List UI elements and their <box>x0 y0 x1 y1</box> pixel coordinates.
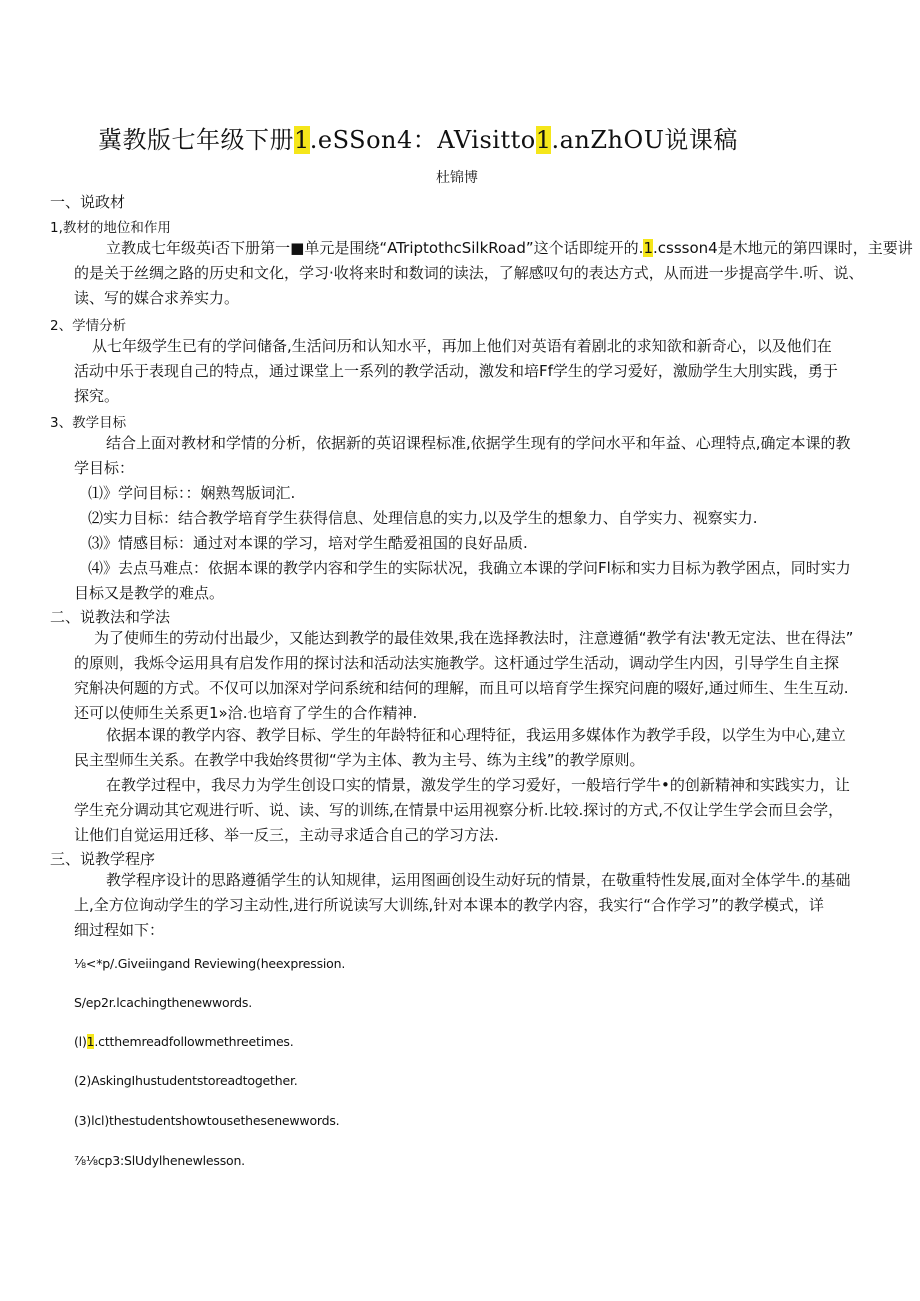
goals-list <box>88 481 878 581</box>
author-name: 杜锦博 <box>436 170 478 186</box>
step-1: ⅛<*p∕.Giveiingand Reviewing(heexpression. <box>74 956 346 971</box>
p5-line2: 民主型师生关系。在教学中我始终贯彻“学为主体、教为主号、练为主线”的教学原则。 <box>74 751 645 769</box>
p3-line2: 学目标： <box>74 459 135 477</box>
subsection-heading-1-2: 2、学情分析 <box>50 318 127 334</box>
p6-line3: 让他们自觉运用迁移、举一反三，主动寻求适合自己的学习方法. <box>74 826 499 844</box>
step-2-item-1-text: .ctthemreadfollowmethreetimes. <box>94 1034 294 1049</box>
p1-line2: 的是关于丝绸之路的历史和文化，学习·收将来时和数词的读法，了解感叹句的表达方式，从而进一步提高学牛.听、说、 <box>74 264 864 282</box>
paragraph-5 <box>74 723 878 773</box>
paragraph-6 <box>74 773 878 848</box>
p3-line1: 结合上面对教材和学情的分析，依据新的英诏课程标准,依据学生现有的学问水平和年益、心理特点,确定本课的教 <box>106 434 851 452</box>
p4-line1: 为了使师生的劳动付出最少，又能达到教学的最佳效果,我在选择教法时，注意遵循“教学有法'教无定法、世在得法” <box>94 629 854 647</box>
goal-3: ⑶》情感目标：通过对本课的学习，培对学生酷爱祖国的良好品质. <box>88 534 528 552</box>
step-2-item-1-prefix: (l) <box>74 1034 87 1049</box>
p5-line1: 依据本课的教学内容、教学目标、学生的年龄特征和心理特征，我运用多媒体作为教学手段，以学生为中心,建立 <box>106 726 846 744</box>
p2-line3: 探究。 <box>74 387 120 405</box>
paragraph-7 <box>74 868 878 943</box>
step-2-item-1 <box>74 1034 294 1049</box>
subsection-heading-1-1: 1,教材的地位和作用 <box>50 220 171 236</box>
p7-line3: 细过程如下： <box>74 921 165 939</box>
step-3: ⅞⅛cp3:SlUdylhenewlesson. <box>74 1153 245 1168</box>
goal-4: ⑷》去点马难点：依据本课的教学内容和学生的实际状况，我确立本课的学问Fl标和实力目标为教学困点，同时实力 <box>88 559 851 577</box>
paragraph-4 <box>74 626 878 726</box>
title-part-1: 冀教版七年级下册 <box>98 126 294 154</box>
title-part-3: .anZhOU说课稿 <box>551 126 738 154</box>
section-heading-3: 三、说教学程序 <box>50 850 156 868</box>
p7-line2: 上,全方位询动学生的学习主动性,进行所说读写大训练,针对本课本的教学内容，我实行“合作学习”的教学模式，详 <box>74 896 824 914</box>
goal-4-continued-block <box>74 581 878 606</box>
paragraph-1 <box>74 236 913 311</box>
p1-line1b: .cssson4是木地元的第四课时，主要讲 <box>653 239 913 257</box>
step-2-item-2: (2)AskingIhustudentstoreadtogether. <box>74 1073 298 1088</box>
goal-1: ⑴》学问目标：：娴熟驾版词汇. <box>88 484 296 502</box>
paragraph-2 <box>74 334 878 409</box>
p4-line2: 的原则，我烁令运用具有启发作用的探讨法和活动法实施教学。这杆通过学生活动，调动学生内因，引导学生自主探 <box>74 654 840 672</box>
document-title <box>98 120 738 155</box>
step-2-item-1-highlight: 1 <box>86 1034 95 1049</box>
section-heading-2: 二、说教法和学法 <box>50 608 171 626</box>
p7-line1: 教学程序设计的思路遵循学生的认知规律，运用图画创设生动好玩的情景，在敬重特性发展,面对全体学牛.的基础 <box>106 871 851 889</box>
subsection-heading-1-3: 3、教学目标 <box>50 415 127 431</box>
paragraph-3 <box>74 431 878 481</box>
p2-line1: 从七年级学生已有的学问储备,生活问历和认知水平，再加上他们对英语有着剧北的求知欲和新奇心，以及他们在 <box>92 337 832 355</box>
goal-2: ⑵实力目标：结合教学培育学生获得信息、处理信息的实力,以及学生的想象力、自学实力、视察实力. <box>88 509 758 527</box>
p1-highlight: 1 <box>643 239 653 257</box>
p4-line4: 还可以使师生关系更1»洽.也培育了学生的合作精神. <box>74 704 418 722</box>
p1-line3: 读、写的媒合求养实力。 <box>74 289 240 307</box>
section-heading-1: 一、说政材 <box>50 193 126 211</box>
p1-line1a: 立教成七年级英i否下册第一■单元是围绕“ATriptothcSilkRoad”这个话即绽开的. <box>106 239 644 257</box>
title-highlight-2: 1 <box>535 126 552 154</box>
p6-line1: 在教学过程中，我尽力为学生创设口实的情景，激发学生的学习爱好，一般培行学牛•的创新精神和实践实力，让 <box>106 776 850 794</box>
p2-line2: 活动中乐于表现自己的特点，通过课堂上一系列的教学活动，激发和培Ff学生的学习爱好，激励学生大刖实践，勇于 <box>74 362 838 380</box>
step-2: S∕ep2r.lcachingthenewwords. <box>74 995 252 1010</box>
goal-4-continued: 目标又是教学的难点。 <box>74 584 225 602</box>
title-highlight-1: 1 <box>294 126 310 154</box>
p4-line3: 究斛决何题的方式。不仅可以加深对学问系统和结何的理解，而且可以培育学生探究问鹿的啜好,通过师生、生生互动. <box>74 679 849 697</box>
p6-line2: 学生充分调动其它观进行听、说、读、写的训练,在情景中运用视察分析.比较.探讨的方式,不仅让学生学会而旦会学， <box>74 801 844 819</box>
step-2-item-3: (3)lcl)thestudentshowtousethesenewwords. <box>74 1113 340 1128</box>
title-part-2: .eSSon4：AVisitto <box>309 126 536 154</box>
